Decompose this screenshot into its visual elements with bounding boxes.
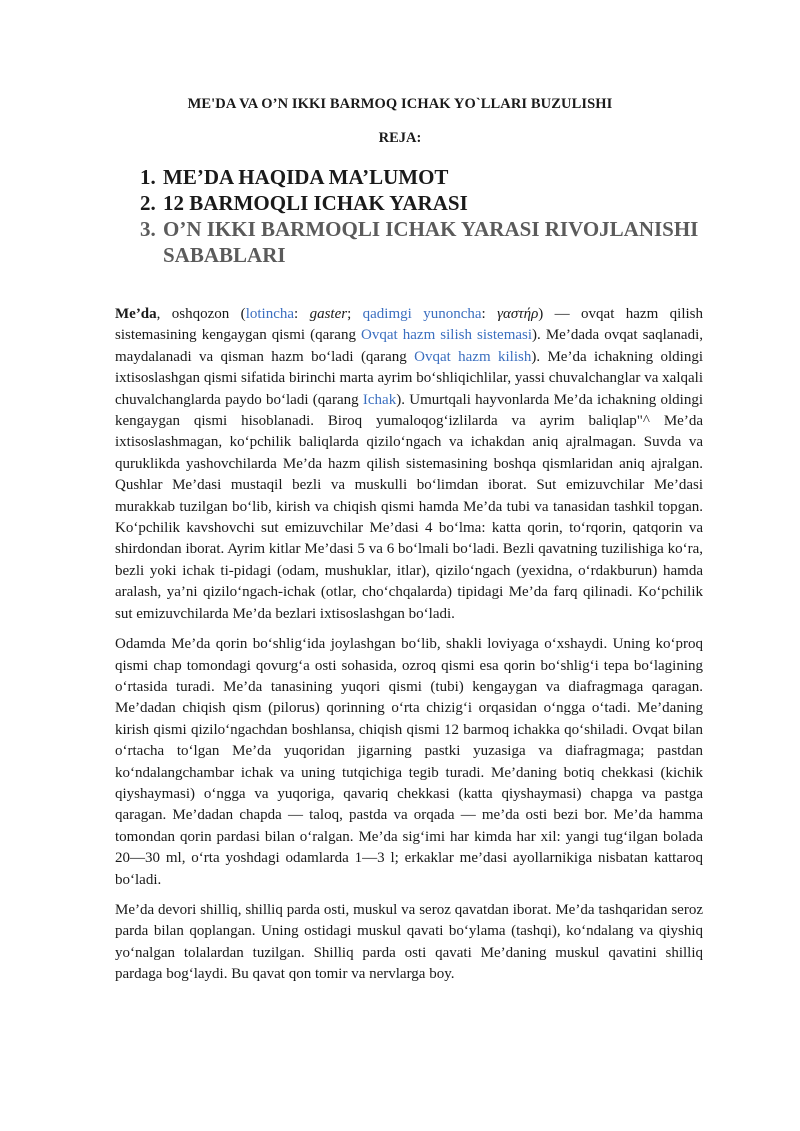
link-ancient-greek[interactable]: qadimgi yunoncha: [362, 306, 482, 322]
link-digestive-system[interactable]: Ovqat hazm silish sistemasi: [361, 327, 533, 344]
text-run: ). Me’da ichakning oldingi ixtisoslashgan qismi sifatida birinchi marta ayrim bo‘shliqichlilar, yassi chuvalchanglar va xalqali chuvalchanglarda paydo bo‘ladi (qarang: [115, 348, 704, 408]
outline-item-3: [140, 216, 720, 268]
link-latin[interactable]: lotincha: [245, 306, 295, 322]
outline-text: ME’DA HAQIDA MA’LUMOT: [163, 165, 449, 189]
outline-item-1: [140, 164, 720, 190]
greek-word: γαστήρ: [497, 306, 539, 322]
outline-number: 3.: [140, 217, 156, 241]
text-run: ) — ovqat hazm qilish sistemasining kengaygan qismi (qarang: [115, 306, 703, 344]
text-run: :: [481, 306, 498, 322]
paragraph-intro: [115, 304, 703, 625]
outline-text: 12 BARMOQLI ICHAK YARASI: [163, 191, 468, 215]
latin-word: gaster: [309, 306, 348, 322]
outline-item-2: [140, 190, 720, 216]
paragraph-human-stomach: Odamda Me’da qorin bo‘shlig‘ida joylashgan bo‘lib, shakli loviyaga o‘xshaydi. Uning ko‘proq qismi chap tomondagi qovurg‘a osti sohasida, ozroq qismi esa qorin bo‘shlig‘i tepa bo‘lagining o‘rtasida turadi. Me’da tanasining yuqori qismi (tubi) kengaygan va diafragmaga qaragan. Me’dadan chiqish qism (pilorus) qorinning o‘rta chizig‘i orqasidan o‘ngga o‘tadi. Me’daning kirish qismi qizilo‘ngachdan boshlansa, chiqish qismi 12 barmoq ichakka qo‘shiladi. Ovqat bilan o‘rtacha to‘lgan Me’da yuqoridan jigarning pastki yuzasiga va diafragmaga; pastdan ko‘ndalangchambar ichak va uning tutqichiga tegib turadi. Me’daning botiq chekkasi (kichik qiyshaymasi) o‘ngga va yuqoriga, qavariq chekkasi (katta qiyshaymasi) chapga va pastga qaragan. Me’dadan chapda — taloq, pastda va orqada — me’da osti bezi bor. Me’da hamma tomondan qorin pardasi bilan o‘ralgan. Me’da sig‘imi har kimda har xil: yangi tug‘ilgan bolada 20—30 ml, o‘rta yoshdagi odamlarda 1—3 l; erkaklar me’dasi ayollarnikiga nisbatan kattaroq bo‘ladi.: [115, 636, 703, 888]
link-digestion[interactable]: Ovqat hazm kilish: [414, 348, 532, 365]
plan-heading: REJA:: [378, 130, 422, 146]
text-run: ). Me’dada ovqat saqlanadi, maydalanadi va qisman hazm bo‘ladi (qarang: [115, 327, 703, 365]
text-run: ;: [347, 306, 363, 322]
outline-number: 1.: [140, 165, 156, 189]
text-run: :: [294, 306, 310, 322]
outline-list: [140, 164, 720, 268]
link-intestine[interactable]: Ichak: [362, 391, 397, 408]
text-run: , oshqozon (: [156, 306, 246, 322]
term-meda: Me’da: [115, 306, 157, 322]
text-run: ). Umurtqali hayvonlarda Me’da ichakning oldingi kengaygan qismi hisoblanadi. Biroq yumaloqog‘izlilarda va ayrim baliqlap"^ Me’da ixtisoslashmagan, ko‘pchilik baliqlarda qizilo‘ngach va ichakdan aniq ajralmagan. Suvda va quruklikda yashovchilarda Me’da hazm qilish sistemasining boshqa qismlaridan aniq ajralgan. Qushlar Me’dasi mustaqil bezli va muskulli bo‘limdan iborat. Sut emizuvchilar Me’dasi murakkab tuzilgan bo‘lib, kirish va chiqish qismi hamda Me’da tubi va tanasidan tashkil topgan. Ko‘pchilik kavshovchi sut emizuvchilar Me’dasi 4 bo‘lma: katta qorin, to‘rqorin, qatqorin va shirdondan iborat. Ayrim kitlar Me’dasi 5 va 6 bo‘lmali bo‘ladi. Bezli qavatning tuzilishiga ko‘ra, bezli yoki ichak ti-pidagi (odam, mushuklar, itlar), qizilo‘ngach (yexidna, o‘rdakburun) hamda aralash, ya’ni qizilo‘ngach-ichak (otlar, cho‘chqalarda) tipidagi Me’da farq qilinadi. Ko‘pchilik sut emizuvchilarda Me’da bezlari ixtisoslashgan bo‘ladi.: [115, 391, 703, 622]
outline-text: O’N IKKI BARMOQLI ICHAK YARASI RIVOJLANISHI SABABLARI: [163, 217, 699, 267]
outline-number: 2.: [140, 191, 156, 215]
document-title: ME'DA VA O’N IKKI BARMOQ ICHAK YO`LLARI BUZULISHI: [187, 96, 613, 112]
article-body: [115, 304, 703, 995]
paragraph-stomach-wall: Me’da devori shilliq, shilliq parda osti, muskul va seroz qavatdan iborat. Me’da tashqaridan seroz parda bilan qoplangan. Uning ostidagi muskul qavati bo‘ylama (tashqi), ko‘ndalang va qiyshiq yo‘nalgan tolalardan tuzilgan. Shilliq parda osti qavati Me’daning muskul qavatini shilliq pardaga bog‘laydi. Bu qavat qon tomir va nervlarga boy.: [115, 901, 703, 983]
